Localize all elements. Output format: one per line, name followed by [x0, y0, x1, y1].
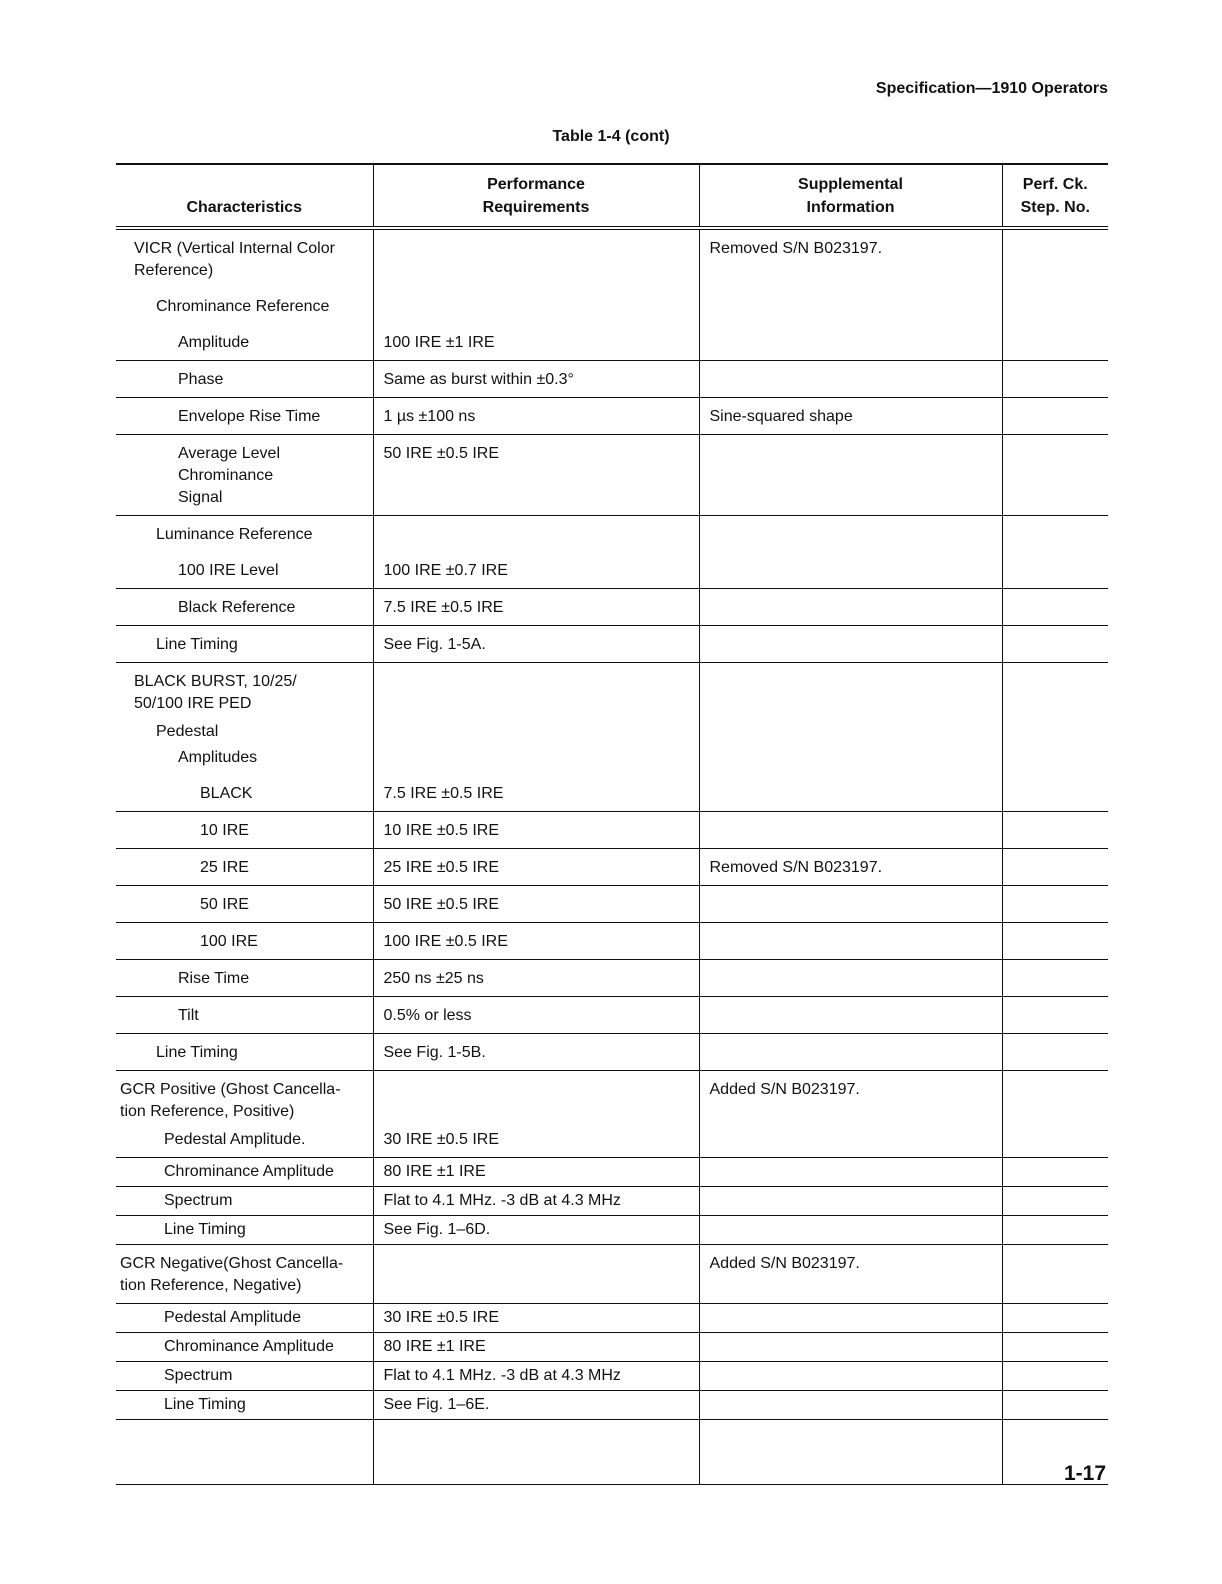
supplemental-cell: Removed S/N B023197.: [699, 849, 1002, 886]
step-cell: [1002, 1304, 1108, 1333]
table-row: [116, 288, 1108, 324]
supplemental-cell: [699, 997, 1002, 1034]
characteristic-cell: 50 IRE: [116, 886, 373, 923]
supplemental-cell: [699, 1391, 1002, 1420]
table-row: [116, 516, 1108, 553]
supplemental-cell: [699, 288, 1002, 324]
characteristic-cell: Luminance Reference: [116, 516, 373, 553]
performance-cell: [373, 663, 699, 722]
characteristic-cell: 10 IRE: [116, 812, 373, 849]
performance-cell: 100 IRE ±0.7 IRE: [373, 552, 699, 589]
characteristic-cell: Spectrum: [116, 1187, 373, 1216]
performance-cell: See Fig. 1-5B.: [373, 1034, 699, 1071]
step-cell: [1002, 960, 1108, 997]
supplemental-cell: [699, 886, 1002, 923]
performance-cell: 7.5 IRE ±0.5 IRE: [373, 589, 699, 626]
characteristic-cell: Line Timing: [116, 1216, 373, 1245]
performance-cell: [373, 1071, 699, 1130]
characteristic-cell: 25 IRE: [116, 849, 373, 886]
performance-cell: Flat to 4.1 MHz. -3 dB at 4.3 MHz: [373, 1187, 699, 1216]
table-row: [116, 1333, 1108, 1362]
supplemental-cell: [699, 743, 1002, 775]
characteristic-cell: Spectrum: [116, 1362, 373, 1391]
supplemental-cell: [699, 923, 1002, 960]
table-title: Table 1-4 (cont): [552, 128, 670, 145]
step-cell: [1002, 1391, 1108, 1420]
step-cell: [1002, 435, 1108, 516]
running-header: Specification—1910 Operators: [875, 80, 1108, 97]
supplemental-cell: [699, 1304, 1002, 1333]
page-number: 1-17: [1063, 1462, 1106, 1485]
table-row: [116, 324, 1108, 361]
table-row: [116, 228, 1108, 288]
table-row: [116, 812, 1108, 849]
step-cell: [1002, 997, 1108, 1034]
performance-cell: Same as burst within ±0.3°: [373, 361, 699, 398]
supplemental-cell: [699, 1362, 1002, 1391]
step-cell: [1002, 1333, 1108, 1362]
supplemental-cell: [699, 812, 1002, 849]
supplemental-cell: [699, 1333, 1002, 1362]
table-row: [116, 1245, 1108, 1304]
characteristic-cell: Black Reference: [116, 589, 373, 626]
characteristic-cell: GCR Positive (Ghost Cancella- tion Reference, Positive): [116, 1071, 373, 1130]
column-header-performance-line1: Performance: [487, 176, 585, 193]
specification-table: [116, 163, 1108, 1485]
table-row: [116, 1362, 1108, 1391]
characteristic-cell: 100 IRE: [116, 923, 373, 960]
table-row: [116, 923, 1108, 960]
performance-cell: 80 IRE ±1 IRE: [373, 1158, 699, 1187]
step-cell: [1002, 1362, 1108, 1391]
table-row: [116, 552, 1108, 589]
performance-cell: [373, 228, 699, 288]
characteristic-cell: VICR (Vertical Internal Color Reference): [116, 228, 373, 288]
characteristic-cell: Pedestal Amplitude: [116, 1304, 373, 1333]
supplemental-cell: Added S/N B023197.: [699, 1245, 1002, 1304]
step-cell: [1002, 552, 1108, 589]
table-row: [116, 775, 1108, 812]
supplemental-cell: [699, 626, 1002, 663]
step-cell: [1002, 324, 1108, 361]
supplemental-cell: [699, 361, 1002, 398]
performance-cell: 50 IRE ±0.5 IRE: [373, 886, 699, 923]
performance-cell: 1 µs ±100 ns: [373, 398, 699, 435]
step-cell: [1002, 849, 1108, 886]
table-row: [116, 1391, 1108, 1420]
characteristic-cell: Chrominance Amplitude: [116, 1158, 373, 1187]
characteristic-cell: Amplitude: [178, 334, 250, 351]
performance-cell: See Fig. 1–6D.: [373, 1216, 699, 1245]
step-cell: [1002, 1129, 1108, 1158]
characteristic-cell: Phase: [116, 361, 373, 398]
supplemental-cell: [699, 324, 1002, 361]
step-cell: [1002, 1187, 1108, 1216]
supplemental-cell: [699, 1216, 1002, 1245]
supplemental-cell: [699, 1420, 1002, 1485]
performance-cell: 80 IRE ±1 IRE: [373, 1333, 699, 1362]
characteristic-cell: Chrominance Reference: [156, 298, 330, 315]
supplemental-cell: Removed S/N B023197.: [699, 228, 1002, 288]
characteristic-cell: Envelope Rise Time: [116, 398, 373, 435]
step-cell: [1002, 886, 1108, 923]
step-cell: [1002, 1158, 1108, 1187]
column-header-step: [1002, 164, 1108, 228]
characteristic-cell: GCR Negative(Ghost Cancella- tion Reference, Negative): [116, 1245, 373, 1304]
characteristic-cell: Amplitudes: [178, 749, 258, 766]
table-row: [116, 1304, 1108, 1333]
table-row: [116, 1034, 1108, 1071]
supplemental-cell: [699, 775, 1002, 812]
characteristic-cell: Pedestal: [156, 723, 219, 740]
table-row: [116, 960, 1108, 997]
step-cell: [1002, 743, 1108, 775]
step-cell: [1002, 1071, 1108, 1130]
supplemental-cell: [699, 960, 1002, 997]
characteristic-cell: Line Timing: [116, 1034, 373, 1071]
step-cell: [1002, 228, 1108, 288]
column-header-performance-line2: Requirements: [482, 199, 590, 216]
performance-cell: [373, 743, 699, 775]
performance-cell: [373, 516, 699, 553]
performance-cell: 25 IRE ±0.5 IRE: [373, 849, 699, 886]
column-header-supplemental: [699, 164, 1002, 228]
performance-cell: 30 IRE ±0.5 IRE: [373, 1129, 699, 1158]
step-cell: [1002, 1034, 1108, 1071]
table-row: [116, 589, 1108, 626]
performance-cell: 100 IRE ±1 IRE: [373, 324, 699, 361]
characteristic-cell: [116, 1420, 373, 1485]
performance-cell: [373, 1245, 699, 1304]
performance-cell: 30 IRE ±0.5 IRE: [373, 1304, 699, 1333]
supplemental-cell: [699, 1158, 1002, 1187]
table-row: [116, 997, 1108, 1034]
table-row: [116, 626, 1108, 663]
supplemental-cell: [699, 589, 1002, 626]
supplemental-cell: Sine-squared shape: [699, 398, 1002, 435]
table-row: [116, 886, 1108, 923]
step-cell: [1002, 589, 1108, 626]
table-row: [116, 1071, 1108, 1130]
step-cell: [1002, 398, 1108, 435]
supplemental-cell: Added S/N B023197.: [699, 1071, 1002, 1130]
column-header-characteristics: [116, 164, 373, 228]
step-cell: [1002, 721, 1108, 743]
supplemental-cell: [699, 1034, 1002, 1071]
characteristic-cell: Rise Time: [116, 960, 373, 997]
table-header-row: [116, 164, 1108, 228]
performance-cell: [373, 1420, 699, 1485]
performance-cell: [373, 721, 699, 743]
characteristic-cell: 100 IRE Level: [178, 562, 279, 579]
table-row: [116, 663, 1108, 722]
supplemental-cell: [699, 1129, 1002, 1158]
supplemental-cell: [699, 663, 1002, 722]
step-cell: [1002, 288, 1108, 324]
performance-cell: 50 IRE ±0.5 IRE: [373, 435, 699, 516]
table-row: [116, 1129, 1108, 1158]
supplemental-cell: [699, 721, 1002, 743]
characteristic-cell: Chrominance Amplitude: [116, 1333, 373, 1362]
table-row: [116, 743, 1108, 775]
table-row-empty: [116, 1420, 1108, 1485]
step-cell: [1002, 626, 1108, 663]
characteristic-cell: Average Level Chrominance Signal: [116, 435, 373, 516]
column-header-performance: [373, 164, 699, 228]
performance-cell: See Fig. 1-5A.: [373, 626, 699, 663]
performance-cell: 10 IRE ±0.5 IRE: [373, 812, 699, 849]
step-cell: [1002, 1216, 1108, 1245]
table-row: [116, 435, 1108, 516]
characteristic-cell: Tilt: [116, 997, 373, 1034]
step-cell: [1002, 923, 1108, 960]
supplemental-cell: [699, 435, 1002, 516]
table-row: [116, 1216, 1108, 1245]
column-header-supplemental-line1: Supplemental: [798, 176, 903, 193]
performance-cell: See Fig. 1–6E.: [373, 1391, 699, 1420]
column-header-characteristics-label: Characteristics: [186, 199, 303, 216]
performance-cell: 7.5 IRE ±0.5 IRE: [373, 775, 699, 812]
step-cell: [1002, 663, 1108, 722]
characteristic-cell: BLACK BURST, 10/25/ 50/100 IRE PED: [116, 663, 373, 722]
supplemental-cell: [699, 1187, 1002, 1216]
table-row: [116, 361, 1108, 398]
table-row: [116, 721, 1108, 743]
column-header-supplemental-line2: Information: [806, 199, 895, 216]
table-row: [116, 1187, 1108, 1216]
step-cell: [1002, 1245, 1108, 1304]
table-row: [116, 1158, 1108, 1187]
table-row: [116, 849, 1108, 886]
supplemental-cell: [699, 516, 1002, 553]
characteristic-cell: Line Timing: [116, 626, 373, 663]
performance-cell: 100 IRE ±0.5 IRE: [373, 923, 699, 960]
column-header-step-line1: Perf. Ck.: [1022, 176, 1088, 193]
table-row: [116, 398, 1108, 435]
performance-cell: 250 ns ±25 ns: [373, 960, 699, 997]
step-cell: [1002, 361, 1108, 398]
supplemental-cell: [699, 552, 1002, 589]
characteristic-cell: Line Timing: [116, 1391, 373, 1420]
characteristic-cell: BLACK: [200, 785, 253, 802]
performance-cell: Flat to 4.1 MHz. -3 dB at 4.3 MHz: [373, 1362, 699, 1391]
characteristic-cell: Pedestal Amplitude.: [164, 1131, 306, 1148]
step-cell: [1002, 516, 1108, 553]
step-cell: [1002, 775, 1108, 812]
step-cell: [1002, 812, 1108, 849]
column-header-step-line2: Step. No.: [1020, 199, 1090, 216]
performance-cell: [373, 288, 699, 324]
performance-cell: 0.5% or less: [373, 997, 699, 1034]
